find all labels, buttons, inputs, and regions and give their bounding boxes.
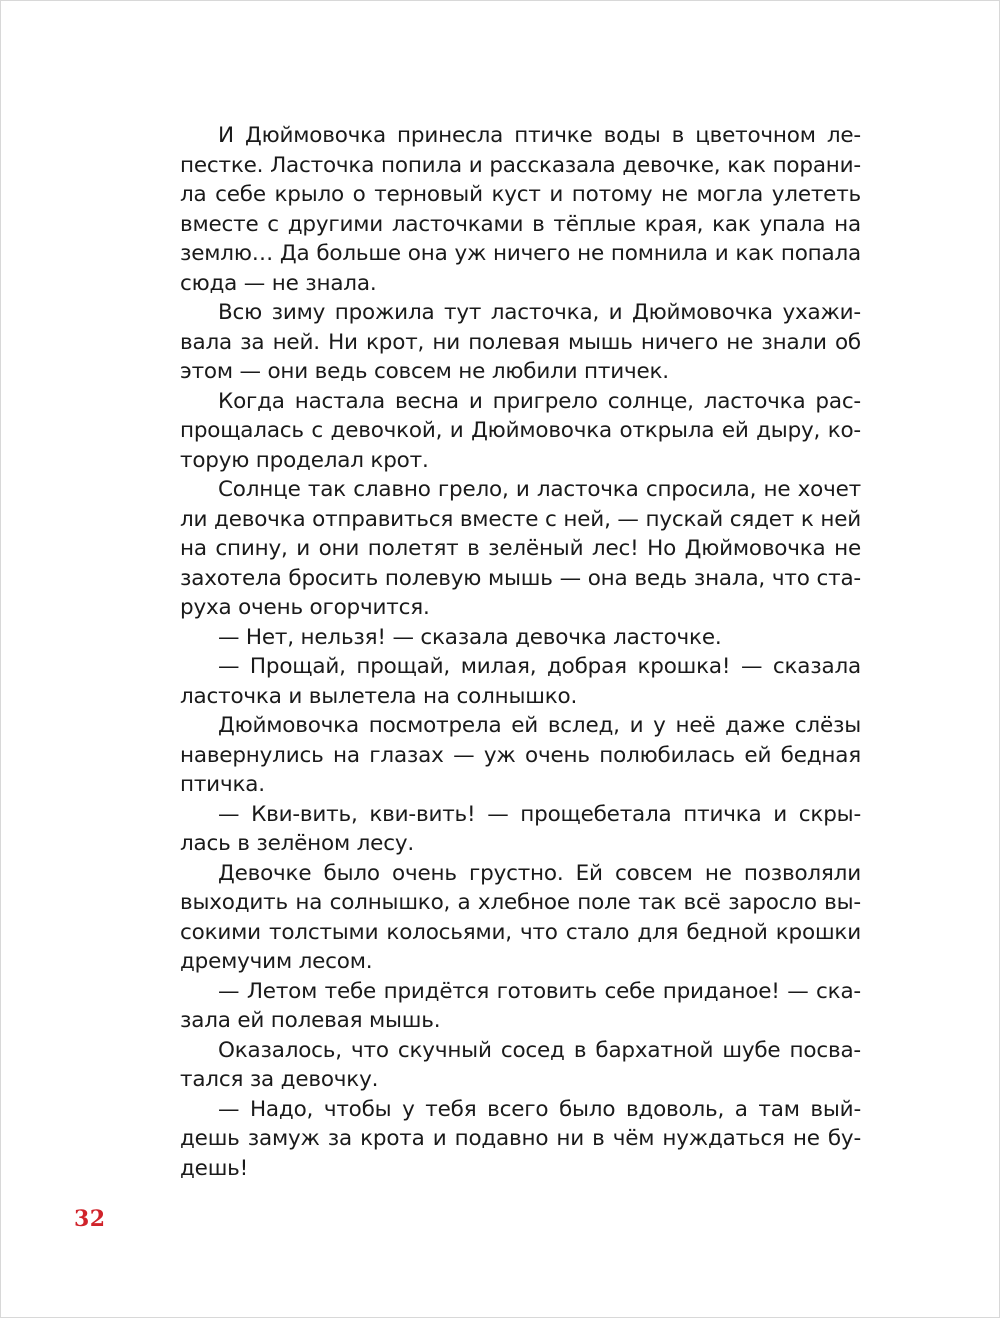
- paragraph: [180, 387, 861, 476]
- paragraph: [180, 711, 861, 800]
- text-line: вала за ней. Ни крот, ни полевая мышь ничего не знали об: [180, 329, 861, 355]
- text-line: Дюймовочка посмотрела ей вслед, и у неё даже слёзы: [218, 713, 861, 738]
- text-line: — Кви-вить, кви-вить! — прощебетала птичка и скры-: [218, 801, 861, 827]
- text-line: Оказалось, что скучный сосед в бархатной шубе посва-: [218, 1037, 861, 1063]
- text-line: дешь!: [180, 1155, 249, 1181]
- text-line: этом — они ведь совсем не любили птичек.: [180, 359, 669, 384]
- text-line: Солнце так славно грело, и ласточка спросила, не хочет: [218, 477, 861, 502]
- text-line: И Дюймовочка принесла птичке воды в цветочном ле-: [218, 123, 861, 148]
- text-line: навернулись на глазах — уж очень полюбилась ей бедная: [180, 742, 861, 768]
- text-line: торую проделал крот.: [180, 447, 429, 473]
- text-line: Когда настала весна и пригрело солнце, ласточка рас-: [218, 388, 861, 414]
- text-line: — Летом тебе придётся готовить себе приданое! — ска-: [218, 978, 861, 1004]
- text-line: — Нет, нельзя! — сказала девочка ласточке.: [218, 624, 722, 650]
- text-line: тался за девочку.: [180, 1067, 379, 1092]
- text-line: — Надо, чтобы у тебя всего было вдоволь, а там вый-: [218, 1096, 861, 1122]
- paragraph: [180, 652, 861, 711]
- text-line: Девочке было очень грустно. Ей совсем не позволяли: [218, 860, 861, 886]
- text-line: Всю зиму прожила тут ласточка, и Дюймовочка ухажи-: [218, 300, 861, 325]
- paragraph: [180, 475, 861, 623]
- text-line: дешь замуж за крота и подавно ни в чём нуждаться не бу-: [180, 1126, 861, 1151]
- text-line: лась в зелёном лесу.: [180, 831, 414, 856]
- paragraph: [180, 623, 861, 653]
- paragraph: [180, 859, 861, 977]
- text-line: выходить на солнышко, а хлебное поле так всё заросло вы-: [180, 890, 861, 915]
- paragraph: [180, 977, 861, 1036]
- text-line: — Прощай, прощай, милая, добрая крошка! — сказала: [218, 654, 861, 679]
- paragraph: [180, 1036, 861, 1095]
- text-line: ласточка и вылетела на солнышко.: [180, 683, 578, 709]
- text-line: руха очень огорчится.: [180, 595, 430, 620]
- paragraph: [180, 800, 861, 859]
- text-line: вместе с другими ласточками в тёплые края, как упала на: [180, 211, 861, 237]
- text-line: землю… Да больше она уж ничего не помнила и как попала: [180, 241, 861, 266]
- text-line: сюда — не знала.: [180, 270, 377, 296]
- page-number: 32: [74, 1206, 106, 1232]
- text-line: зала ей полевая мышь.: [180, 1008, 441, 1033]
- body-text: [180, 121, 861, 1183]
- text-line: пестке. Ласточка попила и рассказала девочке, как порани-: [180, 152, 861, 178]
- text-line: дремучим лесом.: [180, 949, 373, 974]
- paragraph: [180, 1095, 861, 1184]
- text-line: ла себе крыло о терновый куст и потому не могла улететь: [180, 182, 861, 207]
- text-line: прощалась с девочкой, и Дюймовочка открыла ей дыру, ко-: [180, 418, 861, 443]
- paragraph: [180, 121, 861, 298]
- paragraph: [180, 298, 861, 387]
- text-line: захотела бросить полевую мышь — она ведь знала, что ста-: [180, 565, 861, 591]
- text-line: ли девочка отправиться вместе с ней, — пускай сядет к ней: [180, 506, 861, 532]
- text-line: на спину, и они полетят в зелёный лес! Но Дюймовочка не: [180, 536, 861, 561]
- text-line: сокими толстыми колосьями, что стало для бедной крошки: [180, 919, 861, 945]
- text-line: птичка.: [180, 772, 265, 797]
